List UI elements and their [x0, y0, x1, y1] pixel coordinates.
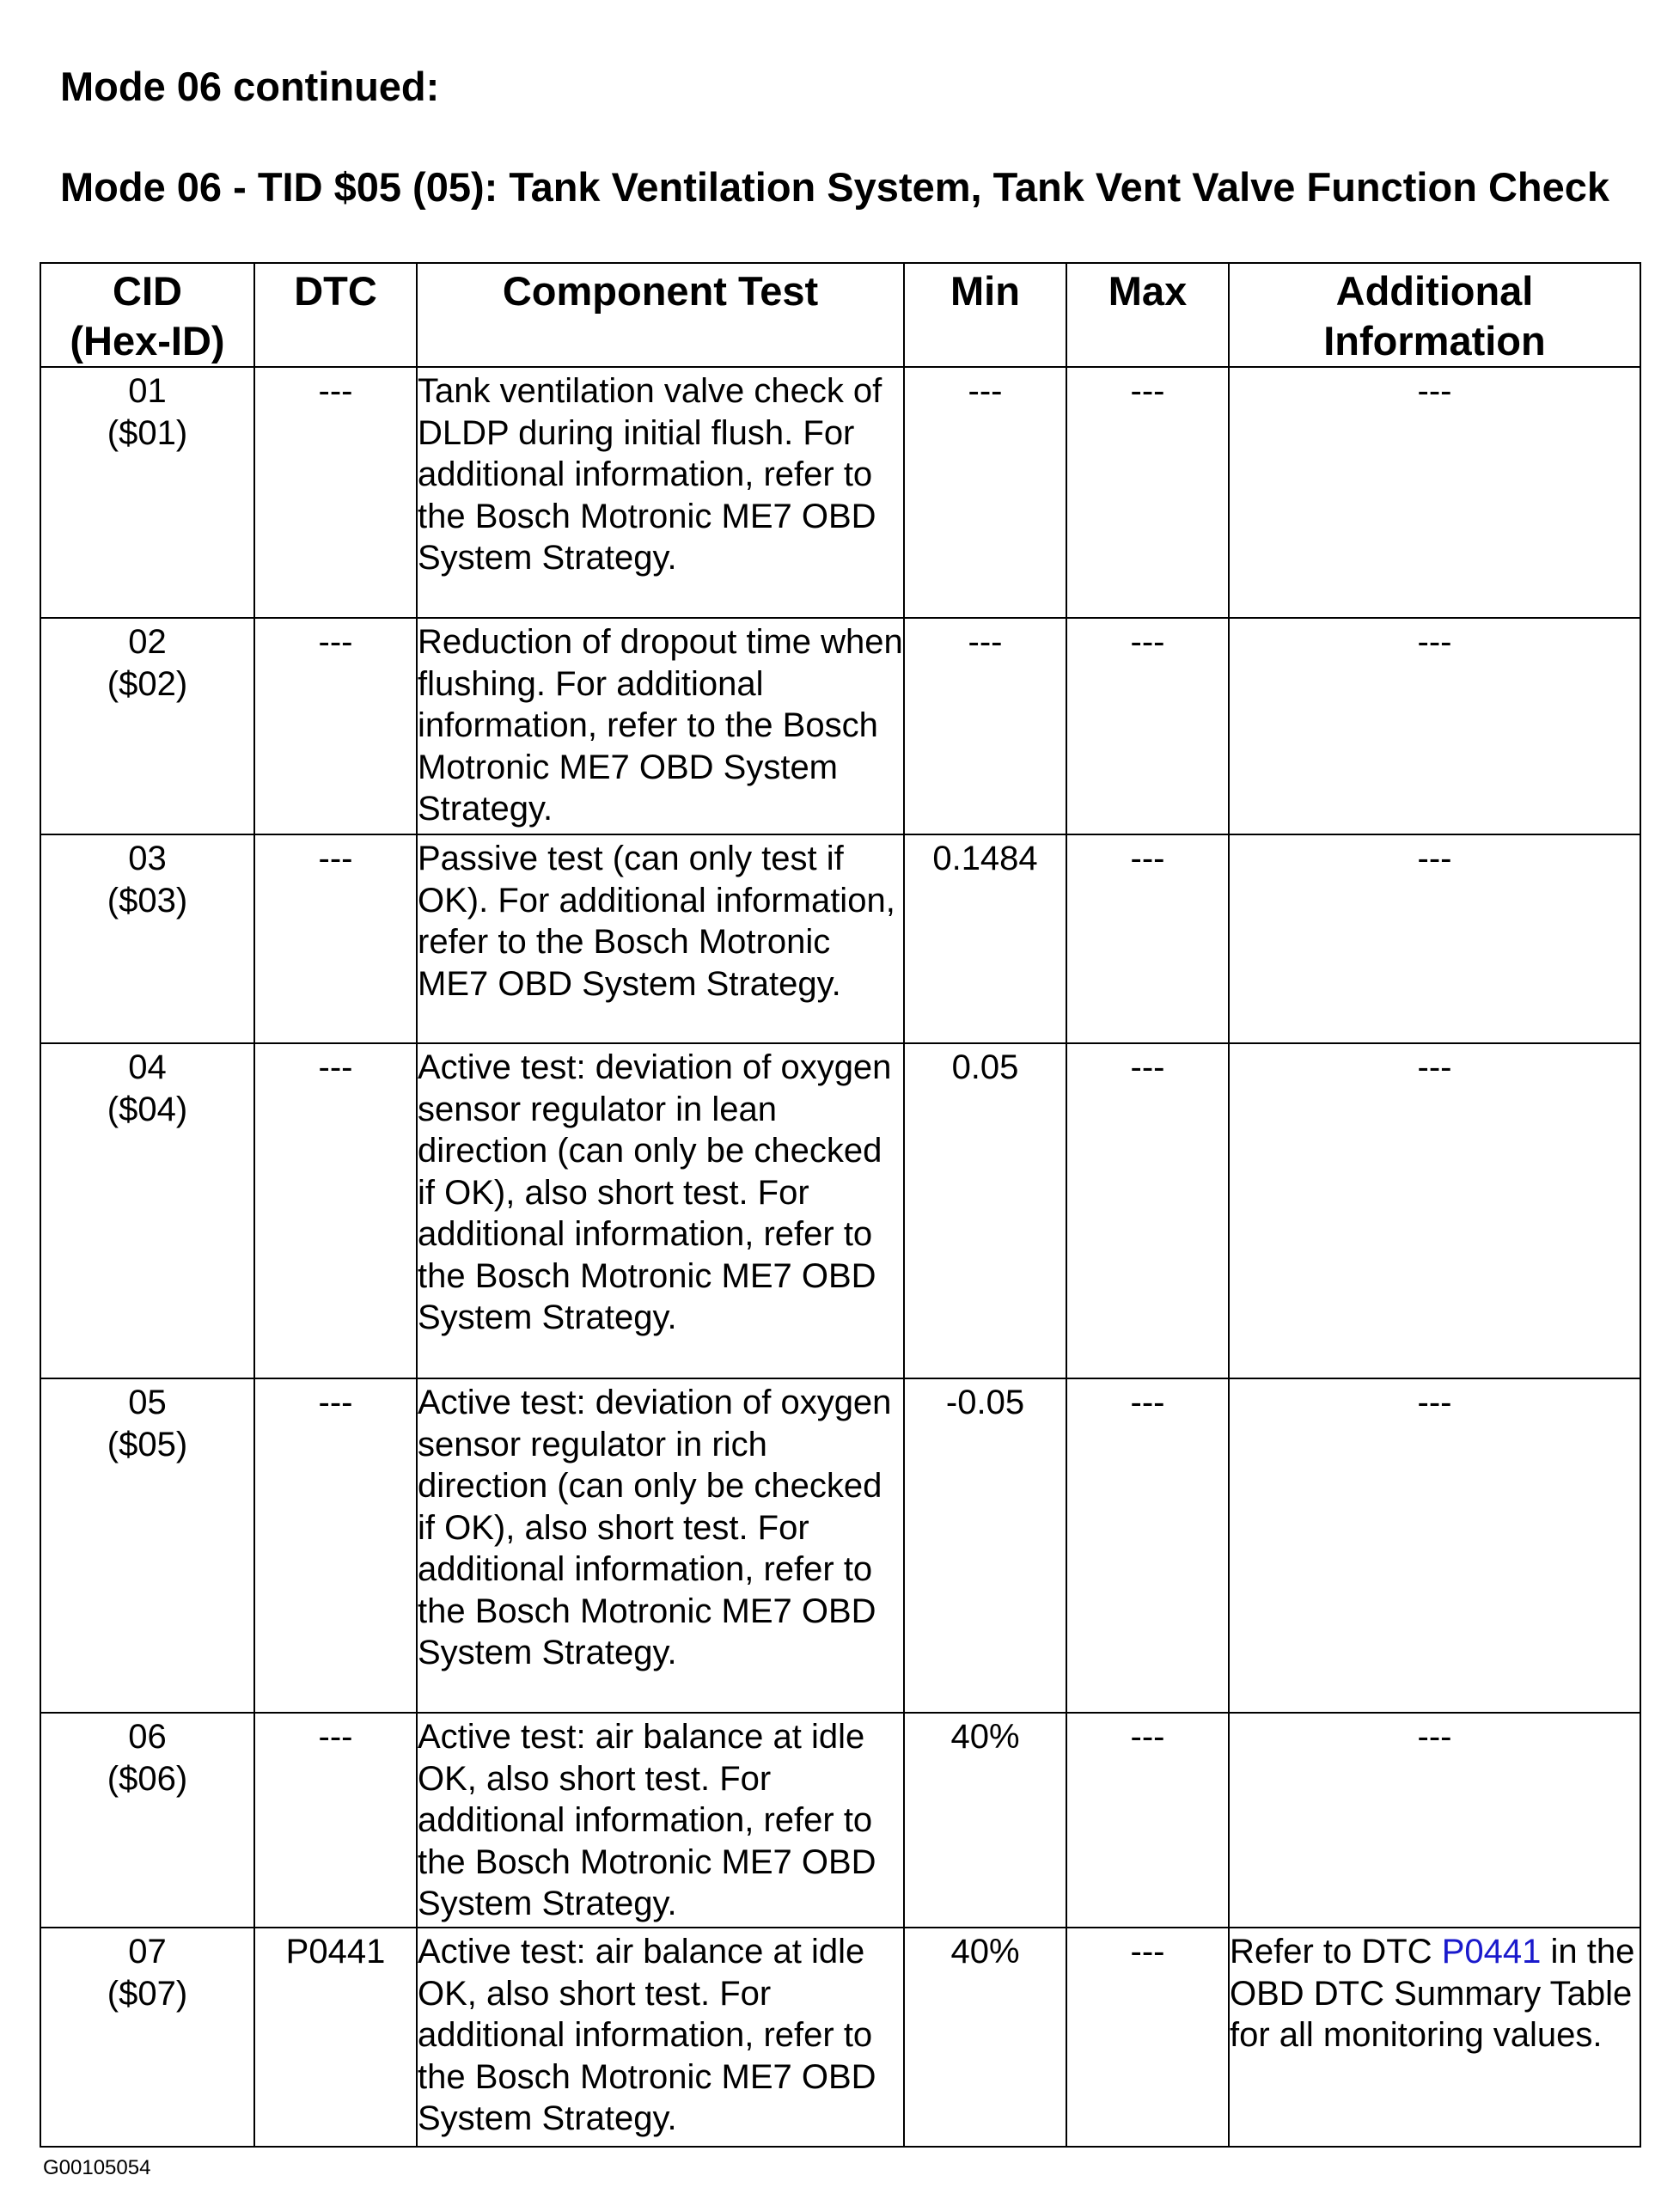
table-header-row	[40, 263, 1640, 367]
figure-id: G00105054	[43, 2156, 151, 2179]
min-cell: ---	[904, 618, 1066, 834]
header-min: Min	[904, 263, 1066, 367]
min-cell: 40%	[904, 1928, 1066, 2147]
cid-cell	[40, 1378, 254, 1713]
max-cell: ---	[1066, 1378, 1229, 1713]
info-cell: ---	[1229, 367, 1640, 618]
info-text-before: Refer to DTC	[1230, 1933, 1442, 1971]
header-cid	[40, 263, 254, 367]
cid-value: 04	[128, 1048, 167, 1086]
component-test-cell: Active test: air balance at idle OK, also short test. For additional information, refer to the Bosch Motronic ME7 OBD System Strategy.	[417, 1928, 904, 2147]
info-cell: ---	[1229, 834, 1640, 1043]
dtc-cell: P0441	[254, 1928, 417, 2147]
min-cell: 0.05	[904, 1043, 1066, 1378]
cid-value: 07	[128, 1933, 167, 1971]
table-row	[40, 1713, 1640, 1928]
dtc-cell: ---	[254, 834, 417, 1043]
min-cell: 0.1484	[904, 834, 1066, 1043]
hex-value: ($03)	[107, 881, 188, 920]
info-cell: ---	[1229, 1378, 1640, 1713]
header-cid-line-2: (Hex-ID)	[70, 318, 225, 364]
header-dtc: DTC	[254, 263, 417, 367]
table-row	[40, 1043, 1640, 1378]
dtc-cell: ---	[254, 618, 417, 834]
min-cell: ---	[904, 367, 1066, 618]
max-cell: ---	[1066, 1713, 1229, 1928]
cid-value: 02	[128, 623, 167, 661]
cid-cell	[40, 834, 254, 1043]
header-cid-line-1: CID	[113, 268, 182, 314]
table-row	[40, 618, 1640, 834]
min-cell: 40%	[904, 1713, 1066, 1928]
cid-cell	[40, 1713, 254, 1928]
max-cell: ---	[1066, 1928, 1229, 2147]
cid-value: 03	[128, 840, 167, 877]
component-test-cell: Tank ventilation valve check of DLDP during initial flush. For additional information, refer to the Bosch Motronic ME7 OBD System Strategy.	[417, 367, 904, 618]
cid-value: 06	[128, 1718, 167, 1756]
table-row	[40, 834, 1640, 1043]
header-component-test: Component Test	[417, 263, 904, 367]
cid-value: 05	[128, 1384, 167, 1421]
hex-value: ($07)	[107, 1974, 188, 2013]
max-cell: ---	[1066, 618, 1229, 834]
component-test-cell: Active test: deviation of oxygen sensor regulator in lean direction (can only be checked if OK), also short test. For additional information, refer to the Bosch Motronic ME7 OBD System Strategy.	[417, 1043, 904, 1378]
info-text-after: in the OBD DTC Summary Table for all monitoring values.	[1230, 1933, 1635, 2054]
component-test-cell: Active test: deviation of oxygen sensor regulator in rich direction (can only be checked if OK), also short test. For additional information, refer to the Bosch Motronic ME7 OBD System Strategy.	[417, 1378, 904, 1713]
header-additional-information	[1229, 263, 1640, 367]
dtc-p0441-link[interactable]: P0441	[1441, 1933, 1542, 1971]
component-test-cell: Passive test (can only test if OK). For additional information, refer to the Bosch Motronic ME7 OBD System Strategy.	[417, 834, 904, 1043]
continued-heading: Mode 06 continued:	[60, 64, 440, 109]
header-info-line-1: Additional	[1335, 268, 1534, 314]
component-test-cell: Active test: air balance at idle OK, also short test. For additional information, refer to the Bosch Motronic ME7 OBD System Strategy.	[417, 1713, 904, 1928]
mode06-tid05-table	[40, 262, 1641, 2148]
dtc-cell: ---	[254, 1378, 417, 1713]
table-row	[40, 1378, 1640, 1713]
component-test-cell: Reduction of dropout time when flushing. For additional information, refer to the Bosch Motronic ME7 OBD System Strategy.	[417, 618, 904, 834]
hex-value: ($01)	[107, 413, 188, 452]
info-cell: ---	[1229, 618, 1640, 834]
header-info-line-2: Information	[1323, 318, 1546, 364]
max-cell: ---	[1066, 1043, 1229, 1378]
header-max: Max	[1066, 263, 1229, 367]
section-title: Mode 06 - TID $05 (05): Tank Ventilation System, Tank Vent Valve Function Check	[60, 164, 1610, 210]
info-cell: ---	[1229, 1713, 1640, 1928]
hex-value: ($02)	[107, 664, 188, 703]
table-row	[40, 1928, 1640, 2147]
hex-value: ($04)	[107, 1090, 188, 1128]
max-cell: ---	[1066, 834, 1229, 1043]
min-cell: -0.05	[904, 1378, 1066, 1713]
cid-cell	[40, 367, 254, 618]
cid-cell	[40, 1928, 254, 2147]
info-cell	[1229, 1928, 1640, 2147]
cid-cell	[40, 1043, 254, 1378]
dtc-cell: ---	[254, 367, 417, 618]
hex-value: ($06)	[107, 1759, 188, 1798]
dtc-cell: ---	[254, 1713, 417, 1928]
table-row	[40, 367, 1640, 618]
cid-value: 01	[128, 372, 167, 410]
hex-value: ($05)	[107, 1425, 188, 1463]
info-cell: ---	[1229, 1043, 1640, 1378]
max-cell: ---	[1066, 367, 1229, 618]
cid-cell	[40, 618, 254, 834]
dtc-cell: ---	[254, 1043, 417, 1378]
